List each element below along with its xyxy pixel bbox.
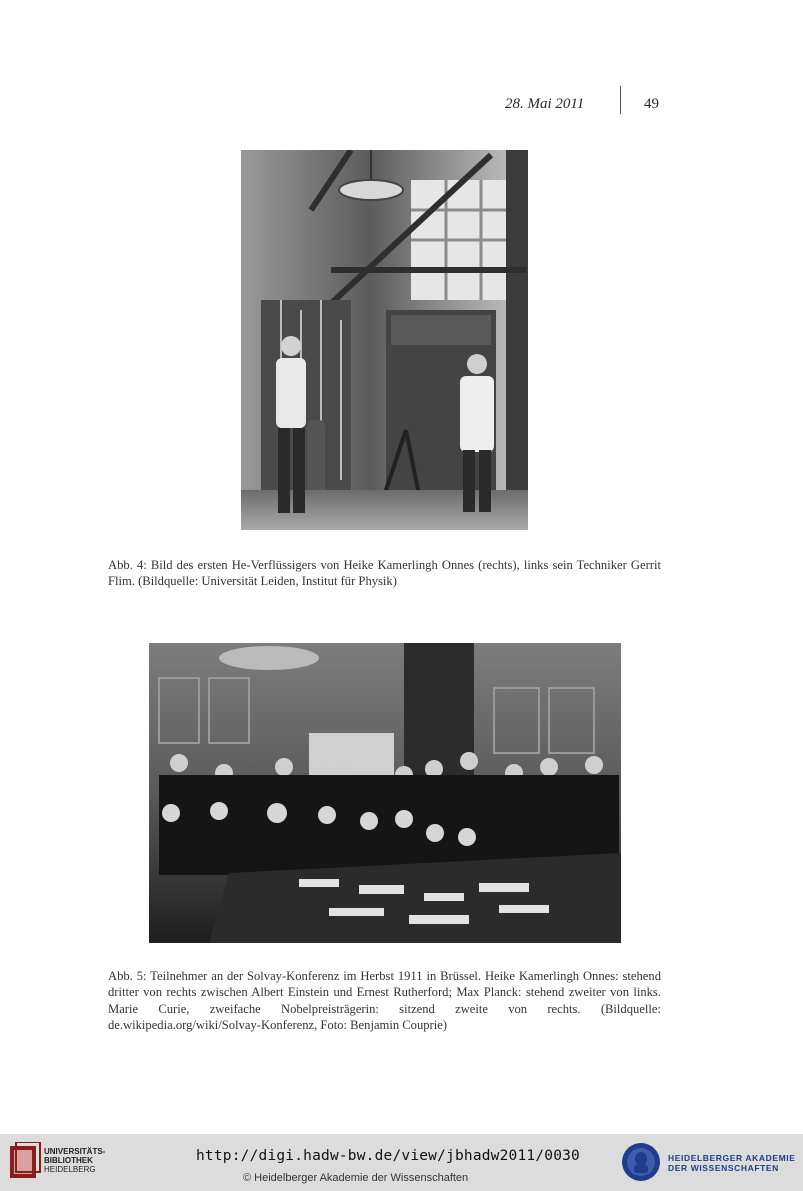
library-name-line1: UNIVERSITÄTS- <box>44 1147 106 1156</box>
document-url-link[interactable]: http://digi.hadw-bw.de/view/jbhadw2011/0030 <box>196 1148 580 1164</box>
library-name-line2: BIBLIOTHEK <box>44 1156 93 1165</box>
page-number: 49 <box>644 96 659 112</box>
academy-name-line2: DER WISSENSCHAFTEN <box>668 1163 779 1173</box>
library-city: HEIDELBERG <box>44 1165 96 1174</box>
library-name <box>44 1147 105 1174</box>
figure-solvay-conference-photo <box>149 643 621 943</box>
page-date: 28. Mai 2011 <box>505 96 585 112</box>
figure-caption-4: Abb. 4: Bild des ersten He-Verflüssigers von Heike Kamerlingh Onnes (rechts), links sein Techniker Gerrit Flim. (Bildquelle: Universität Leiden, Institut für Physik) <box>108 557 661 589</box>
figure-caption-5: Abb. 5: Teilnehmer an der Solvay-Konferenz im Herbst 1911 in Brüssel. Heike Kamerlingh Onnes: stehend dritter von rechts zwischen Albert Einstein und Ernest Rutherford; Max Planck: stehend zweiter von links. Marie Curie, zweifache Nobelpreisträgerin: sitzend zweite von rechts. (Bildquelle: de.wikipedia.org/wiki/Solvay-Konferenz, Foto: Benjamin Couprie) <box>108 968 661 1033</box>
running-head <box>490 94 670 118</box>
library-logo-icon <box>8 1142 42 1180</box>
figure-helium-liquefier-photo <box>241 150 528 530</box>
academy-name <box>668 1153 796 1173</box>
academy-seal-icon <box>621 1141 661 1183</box>
header-divider <box>620 86 621 114</box>
copyright-notice: © Heidelberger Akademie der Wissenschaften <box>243 1172 469 1184</box>
footer-bar <box>0 1134 803 1191</box>
academy-name-line1: HEIDELBERGER AKADEMIE <box>668 1153 796 1163</box>
